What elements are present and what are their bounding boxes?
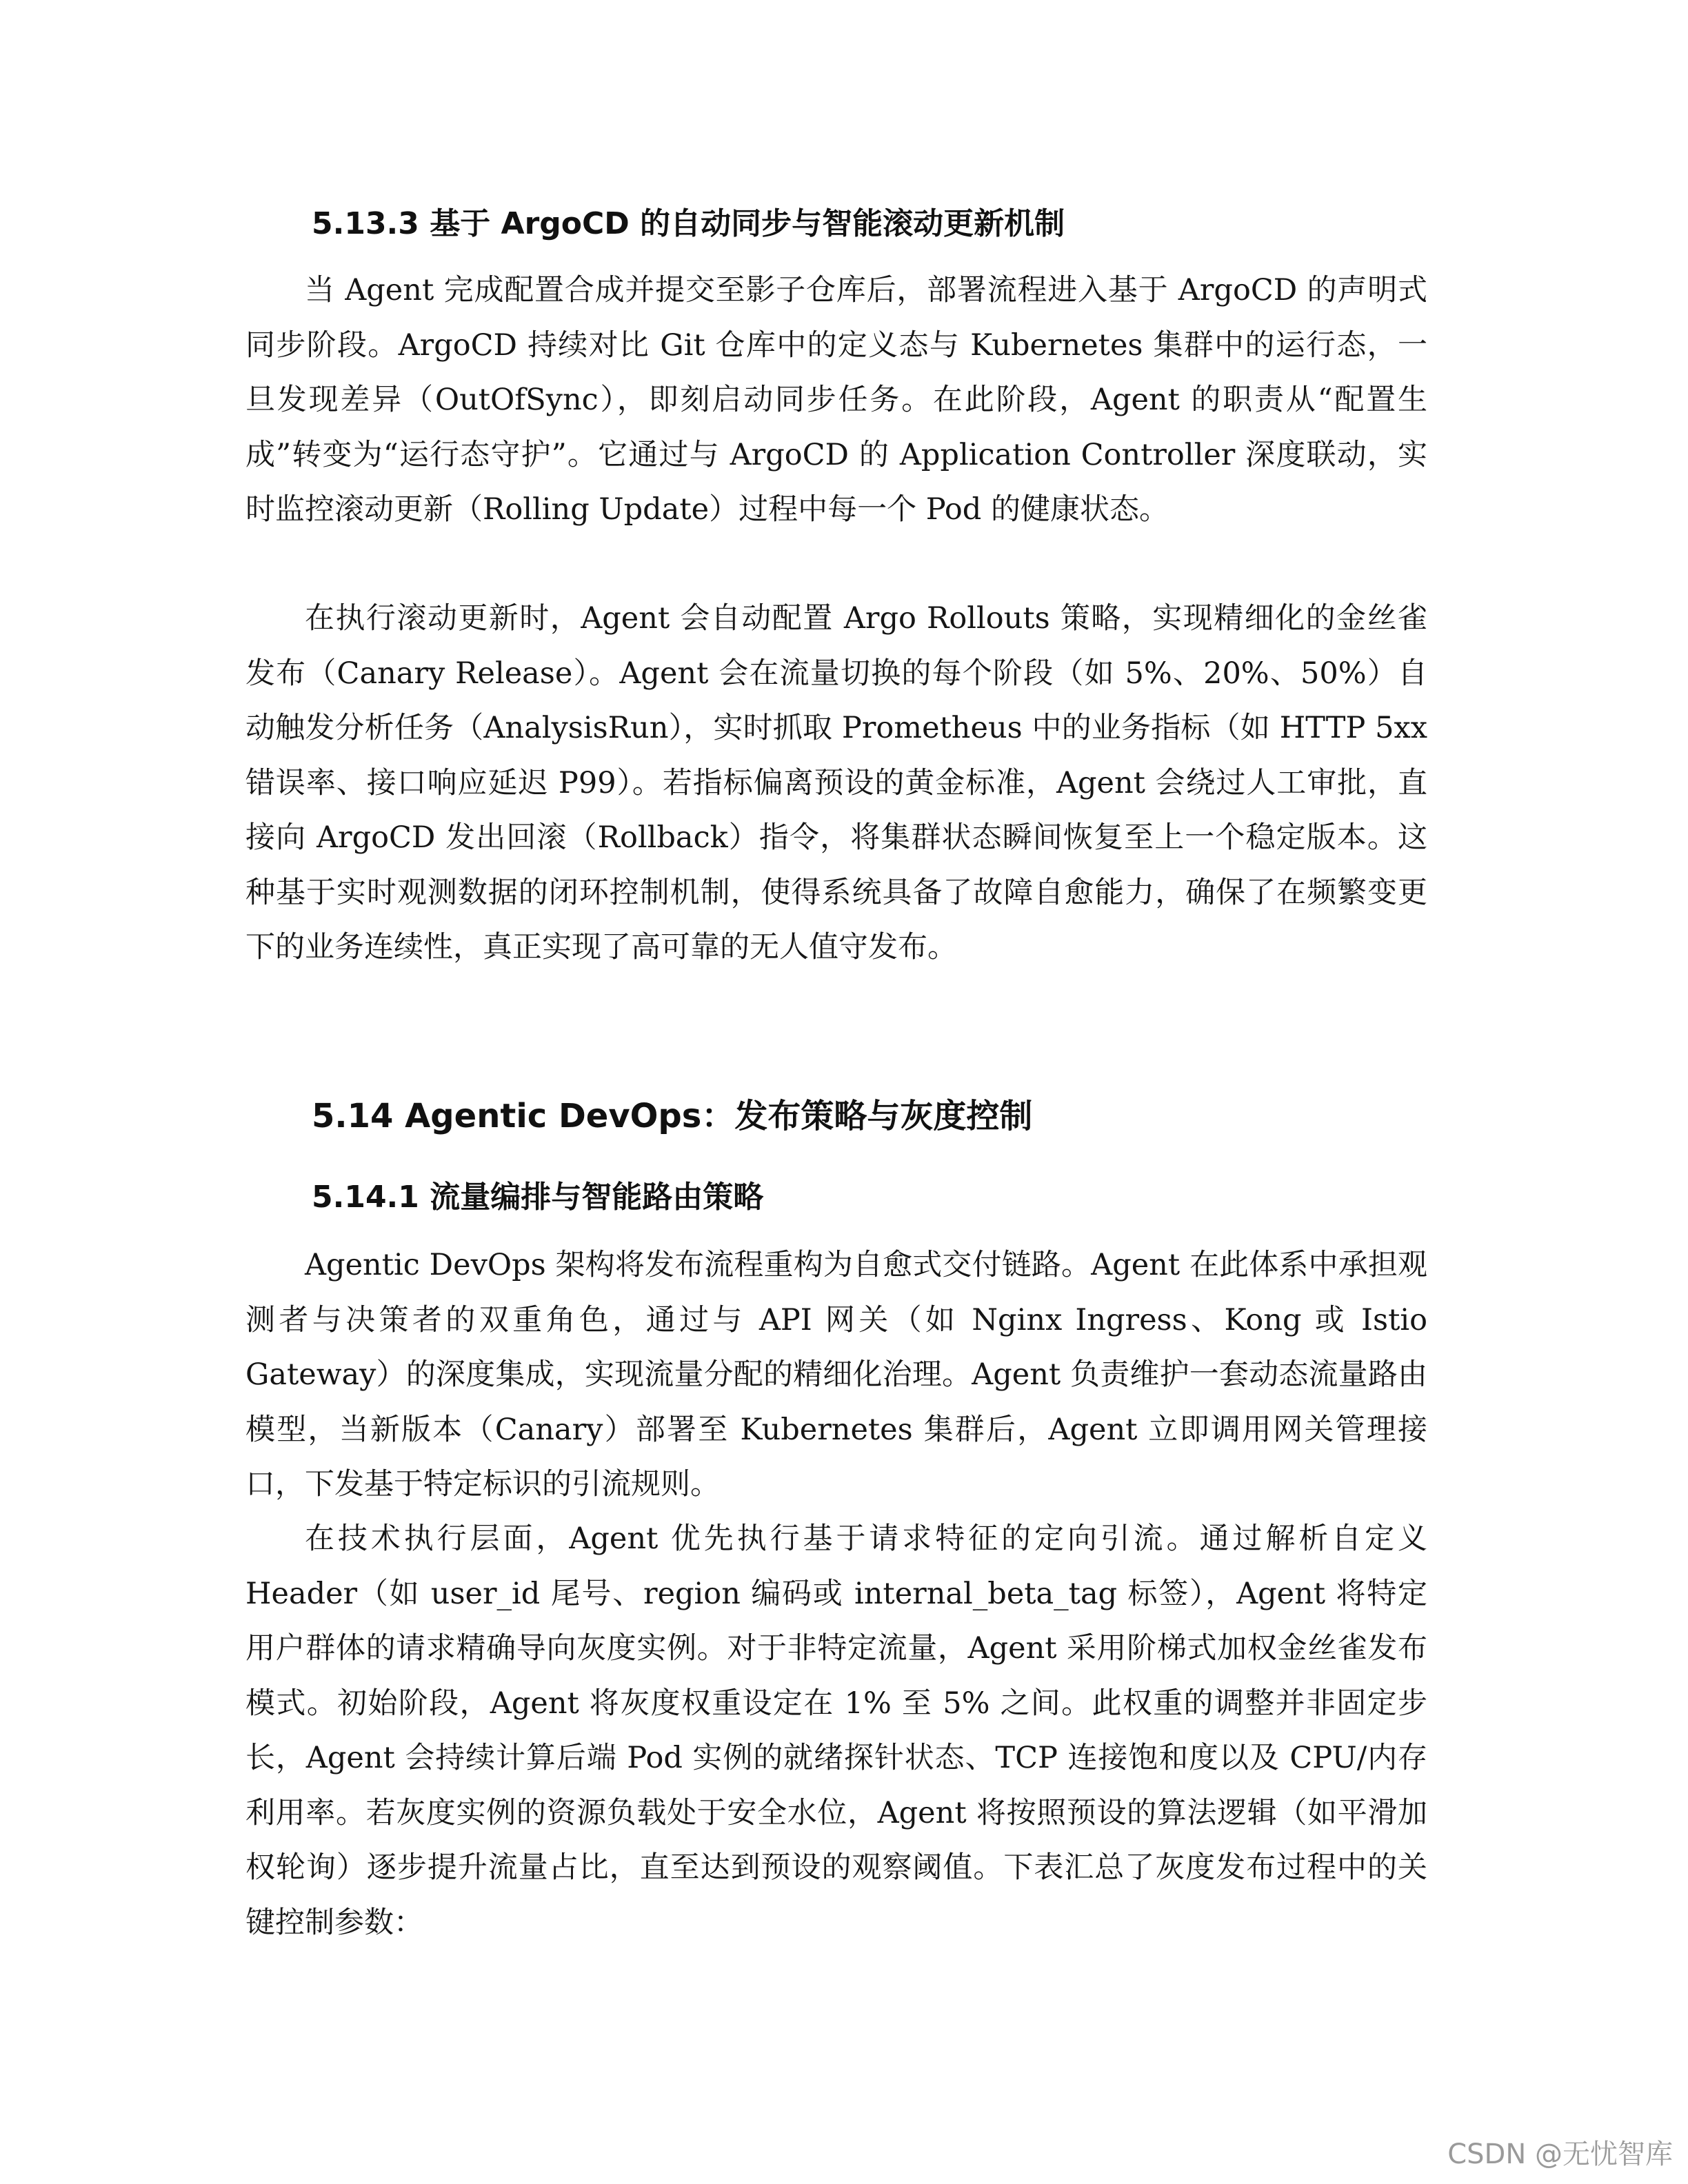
paragraph-5-14-1-1: Agentic DevOps 架构将发布流程重构为自愈式交付链路。Agent 在此体系中承担观测者与决策者的双重角色，通过与 API 网关（如 Nginx Ingress、Kong 或 Istio Gateway）的深度集成，实现流量分配的精细化治理。Agent 负责维护一套动态流量路由模型，当新版本（Canary）部署至 Kubernetes 集群后，Agent 立即调用网关管理接口，下发基于特定标识的引流规则。 <box>245 1248 1427 1502</box>
paragraph-5-13-3-1: 当 Agent 完成配置合成并提交至影子仓库后，部署流程进入基于 ArgoCD 的声明式同步阶段。ArgoCD 持续对比 Git 仓库中的定义态与 Kubernetes 集群中的运行态，一旦发现差异（OutOfSync），即刻启动同步任务。在此阶段，Agent 的职责从“配置生成”转变为“运行态守护”。它通过与 ArgoCD 的 Application Controller 深度联动，实时监控滚动更新（Rolling Update）过程中每一个 Pod 的健康状态。 <box>245 273 1427 527</box>
section-heading-5-14-1: 5.14.1 流量编排与智能路由策略 <box>312 1180 764 1215</box>
paragraph-5-14-1-2: 在技术执行层面，Agent 优先执行基于请求特征的定向引流。通过解析自定义 Header（如 user_id 尾号、region 编码或 internal_beta_tag 标签），Agent 将特定用户群体的请求精确导向灰度实例。对于非特定流量，Agent 采用阶梯式加权金丝雀发布模式。初始阶段，Agent 将灰度权重设定在 1% 至 5% 之间。此权重的调整并非固定步长，Agent 会持续计算后端 Pod 实例的就绪探针状态、TCP 连接饱和度以及 CPU/内存利用率。若灰度实例的资源负载处于安全水位，Agent 将按照预设的算法逻辑（如平滑加权轮询）逐步提升流量占比，直至达到预设的观察阈值。下表汇总了灰度发布过程中的关键控制参数： <box>245 1521 1427 1940</box>
csdn-watermark: CSDN @无忧智库 <box>1447 2138 1673 2170</box>
section-heading-5-13-3: 5.13.3 基于 ArgoCD 的自动同步与智能滚动更新机制 <box>312 206 1065 241</box>
section-heading-5-14: 5.14 Agentic DevOps：发布策略与灰度控制 <box>312 1097 1033 1135</box>
paragraph-5-13-3-2: 在执行滚动更新时，Agent 会自动配置 Argo Rollouts 策略，实现精细化的金丝雀发布（Canary Release）。Agent 会在流量切换的每个阶段（如 5%、20%、50%）自动触发分析任务（AnalysisRun），实时抓取 Prometheus 中的业务指标（如 HTTP 5xx 错误率、接口响应延迟 P99）。若指标偏离预设的黄金标准，Agent 会绕过人工审批，直接向 ArgoCD 发出回滚（Rollback）指令，将集群状态瞬间恢复至上一个稳定版本。这种基于实时观测数据的闭环控制机制，使得系统具备了故障自愈能力，确保了在频繁变更下的业务连续性，真正实现了高可靠的无人值守发布。 <box>245 601 1427 964</box>
